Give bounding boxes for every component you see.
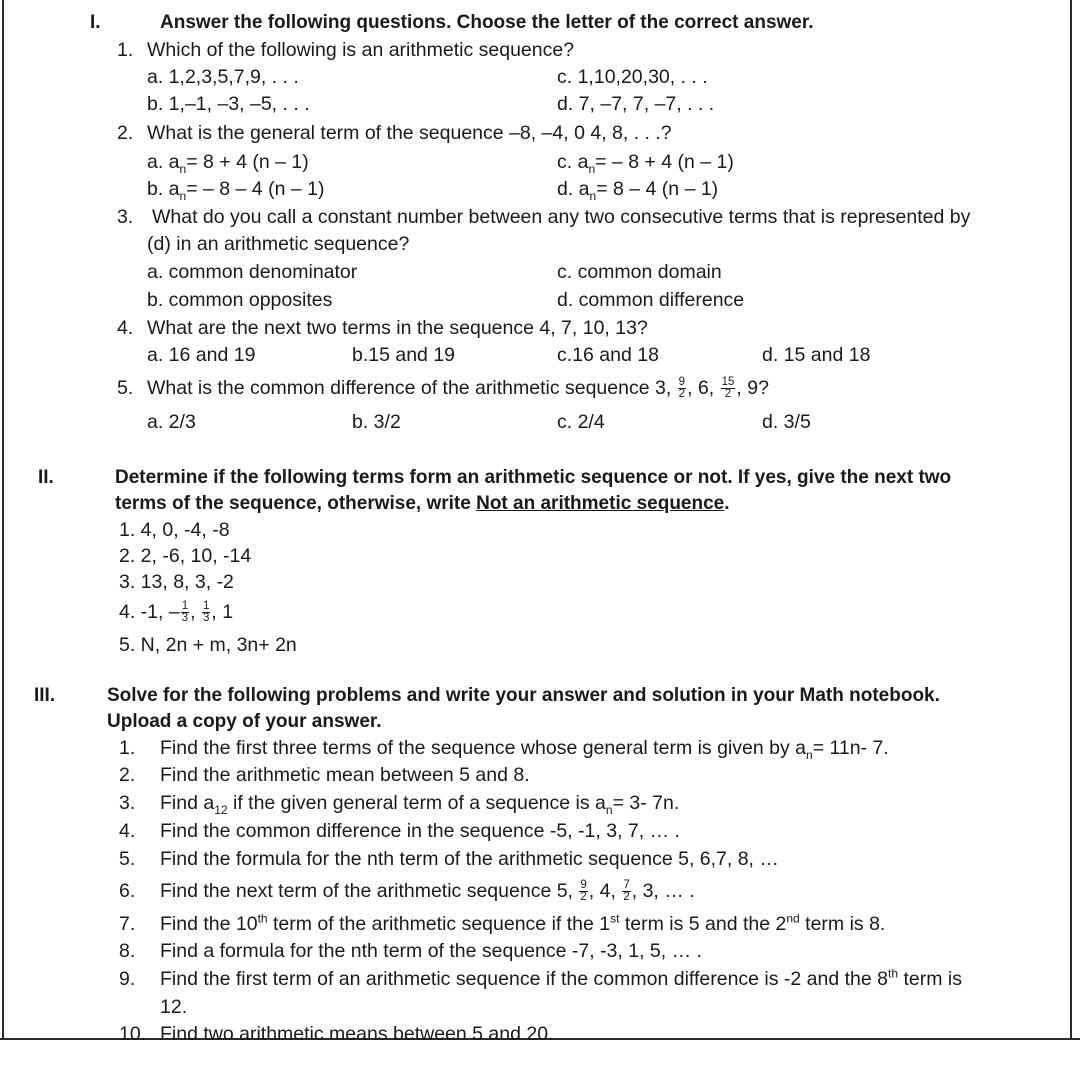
p9-text: Find the first term of an arithmetic sequence if the common difference is -2 and the 8th term is <box>160 966 962 990</box>
p2-text: Find the arithmetic mean between 5 and 8. <box>160 764 530 786</box>
q4-text: What are the next two terms in the sequence 4, 7, 10, 13? <box>147 317 648 339</box>
section3-heading-line1: Solve for the following problems and write your answer and solution in your Math notebook. <box>107 685 940 706</box>
s2-item-4: 4. -1, – $\frac{1}{3}$ , $\frac{1}{3}$ , 1 <box>119 600 234 625</box>
p5-text: Find the formula for the nth term of the arithmetic sequence 5, 6,7, 8, … <box>160 848 779 870</box>
q1-choice-d: d. 7, –7, 7, –7, . . . <box>557 93 715 115</box>
q4-choice-d: d. 15 and 18 <box>762 344 871 366</box>
q3-choice-c: c. common domain <box>557 261 722 283</box>
q1-text: Which of the following is an arithmetic sequence? <box>147 39 575 61</box>
q2-text: What is the general term of the sequence –8, –4, 0 4, 8, . . .? <box>147 122 672 144</box>
q5-choice-c: c. 2/4 <box>557 411 605 433</box>
q1-choice-b: b. 1,–1, –3, –5, . . . <box>147 93 310 115</box>
q2-choice-b: b. $a_n= - 8 - 4$ (n – 1) <box>147 178 325 203</box>
p1-text: Find the first three terms of the sequence whose general term is given by $a_n= 11n-$ 7. <box>160 737 889 762</box>
q1-choice-a: a. 1,2,3,5,7,9, . . . <box>147 66 299 88</box>
p8-text: Find a formula for the nth term of the sequence -7, -3, 1, 5, … . <box>160 940 702 962</box>
fraction-1-3: $\frac{1}{3}$ <box>181 600 189 625</box>
p10-number: 10. <box>119 1023 147 1045</box>
q2-choice-c: c. $a_n= - 8 + 4$ (n – 1) <box>557 151 734 176</box>
q3-text-line2: (d) in an arithmetic sequence? <box>147 233 410 255</box>
q5-choice-a: a. 2/3 <box>147 411 196 433</box>
p7-number: 7. <box>119 913 136 935</box>
p3-number: 3. <box>119 792 136 814</box>
p7-text: Find the 10th term of the arithmetic sequence if the 1st term is 5 and the 2nd term is 8. <box>160 911 886 935</box>
fraction-9-2: $\frac{9}{2}$ <box>678 376 686 401</box>
q2-choice-a: a. $a_n= 8 + 4$ (n – 1) <box>147 151 309 176</box>
p2-number: 2. <box>119 764 136 786</box>
fraction-7-2: $\frac{7}{2}$ <box>623 879 630 904</box>
p3-text: Find $a_{12}$ if the given general term of a sequence is $a_n= 3-$ 7n. <box>160 792 680 817</box>
q1-choice-c: c. 1,10,20,30, . . . <box>557 66 708 88</box>
p5-number: 5. <box>119 848 136 870</box>
q5-text: What is the common difference of the arithmetic sequence 3, $\frac{9}{2}$ , 6, $\frac{15}{2}$ , 9? <box>147 376 769 401</box>
p9-number: 9. <box>119 968 136 990</box>
s2-item-2: 2. 2, -6, 10, -14 <box>119 545 252 567</box>
q3-choice-d: d. common difference <box>557 289 745 311</box>
not-arithmetic-phrase: Not an arithmetic sequence <box>476 493 725 514</box>
p1-number: 1. <box>119 737 136 759</box>
q3-text: What do you call a constant number between any two consecutive terms that is represented by <box>152 206 971 228</box>
q3-choice-a: a. common denominator <box>147 261 358 283</box>
p4-text: Find the common difference in the sequence -5, -1, 3, 7, … . <box>160 820 680 842</box>
q3-choice-b: b. common opposites <box>147 289 333 311</box>
q3-number: 3. <box>117 206 134 228</box>
section2-heading-line2: terms of the sequence, otherwise, write Not an arithmetic sequence. <box>115 493 730 514</box>
s2-item-3: 3. 13, 8, 3, -2 <box>119 571 234 593</box>
q5-choice-b: b. 3/2 <box>352 411 401 433</box>
fraction-9-2: $\frac{9}{2}$ <box>580 879 587 904</box>
fraction-15-2: $\frac{15}{2}$ <box>721 376 735 401</box>
q1-number: 1. <box>117 39 134 61</box>
p6-number: 6. <box>119 880 136 902</box>
q4-choice-b: b.15 and 19 <box>352 344 456 366</box>
section3-numeral: III. <box>34 685 56 706</box>
p10-text: Find two arithmetic means between 5 and 20. <box>160 1023 554 1045</box>
section1-numeral: I. <box>90 12 101 33</box>
section2-heading-line1: Determine if the following terms form an arithmetic sequence or not. If yes, give the next two <box>115 467 952 488</box>
p4-number: 4. <box>119 820 136 842</box>
q2-number: 2. <box>117 122 134 144</box>
q4-number: 4. <box>117 317 134 339</box>
q5-choice-d: d. 3/5 <box>762 411 811 433</box>
right-border <box>1070 0 1072 1040</box>
q4-choice-a: a. 16 and 19 <box>147 344 256 366</box>
q4-choice-c: c.16 and 18 <box>557 344 659 366</box>
section1-heading: Answer the following questions. Choose the letter of the correct answer. <box>160 12 814 33</box>
section2-numeral: II. <box>38 467 54 488</box>
q5-number: 5. <box>117 377 134 399</box>
s2-item-5: 5. N, 2n + m, 3n+ 2n <box>119 634 297 656</box>
fraction-1-3: $\frac{1}{3}$ <box>202 600 210 625</box>
p9-text-line2: 12. <box>160 996 188 1018</box>
left-border <box>2 0 4 1040</box>
p8-number: 8. <box>119 940 136 962</box>
q2-choice-d: d. $a_n= 8 - 4$ (n – 1) <box>557 178 719 203</box>
p6-text: Find the next term of the arithmetic sequence 5, $\frac{9}{2}$ , 4, $\frac{7}{2}$ , 3, … . <box>160 879 695 904</box>
s2-item-1: 1. 4, 0, -4, -8 <box>119 519 230 541</box>
section3-heading-line2: Upload a copy of your answer. <box>107 711 382 732</box>
